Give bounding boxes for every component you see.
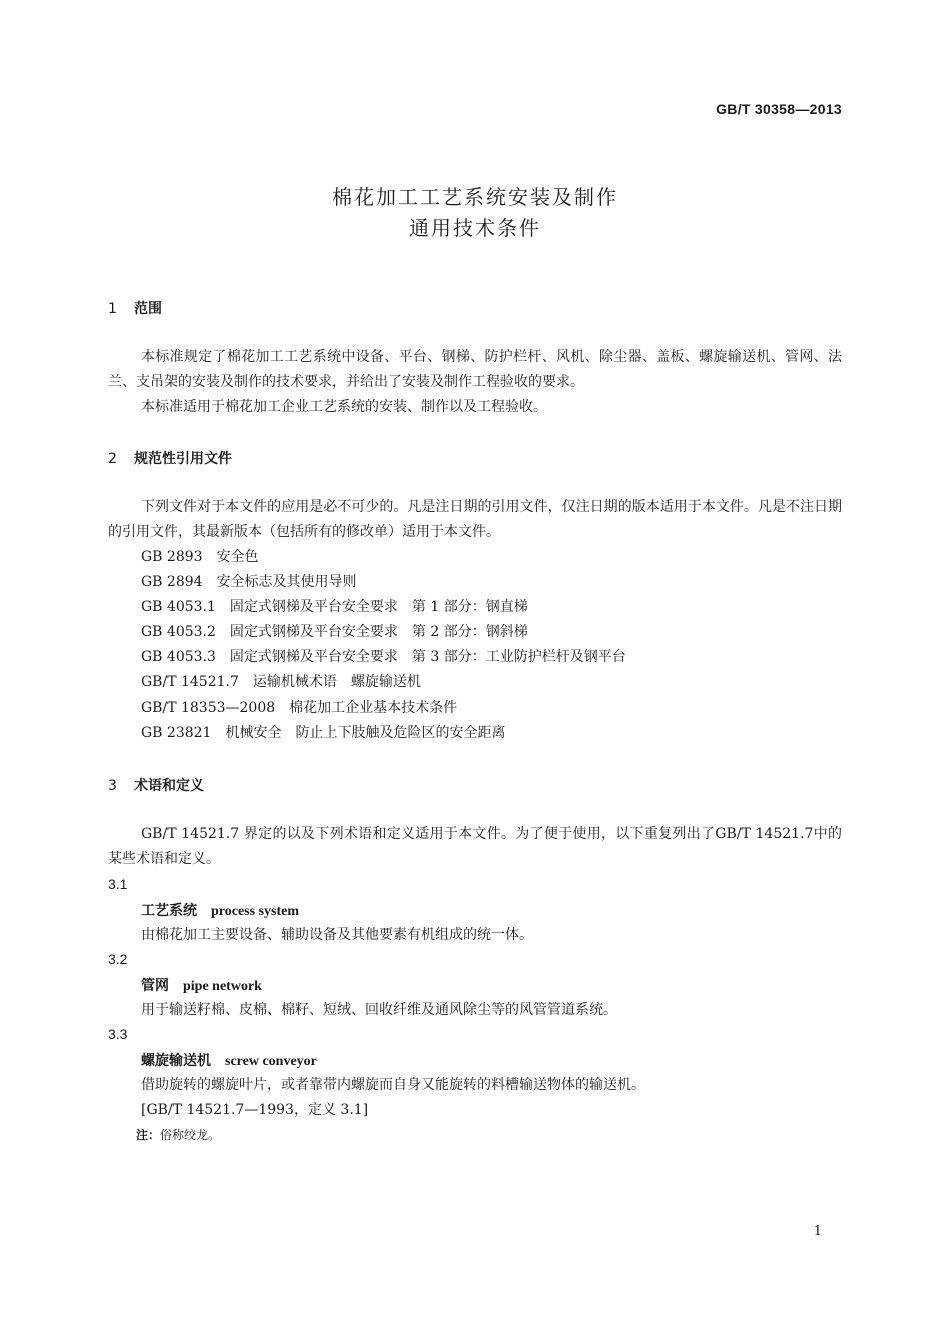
term-name-en: pipe network [183, 979, 262, 994]
section-title: 规范性引用文件 [134, 451, 232, 467]
reference-title: 机械安全 防止上下肢触及危险区的安全距离 [225, 725, 506, 741]
term-number: 3.3 [108, 1026, 128, 1042]
term-number: 3.2 [108, 951, 128, 967]
term-name-en: process system [211, 904, 300, 919]
reference-title: 运输机械术语 螺旋输送机 [252, 674, 421, 690]
term-number: 3.1 [108, 876, 128, 892]
term-name [141, 1050, 317, 1070]
term-definition: 由棉花加工主要设备、辅助设备及其他要素有机组成的统一体。 [141, 927, 533, 943]
reference-title: 固定式钢梯及平台安全要求 第 2 部分：钢斜梯 [229, 624, 528, 640]
reference-title: 固定式钢梯及平台安全要求 第 3 部分：工业防护栏杆及钢平台 [229, 649, 626, 665]
reference-item [141, 671, 421, 691]
term-name [141, 900, 299, 920]
section-3-paragraph-1: GB/T 14521.7 界定的以及下列术语和定义适用于本文件。为了便于使用，以下重复列出了GB/T 14521.7中的某些术语和定义。 [108, 826, 842, 867]
term-name-zh: 螺旋输送机 [141, 1053, 211, 1069]
reference-item [141, 571, 357, 591]
title-line-2: 通用技术条件 [409, 216, 541, 240]
section-title: 范围 [134, 301, 162, 317]
reference-item [141, 621, 528, 641]
reference-item [141, 646, 626, 666]
reference-code: GB 4053.1 [141, 599, 216, 615]
page-number: 1 [813, 1224, 822, 1239]
term-name-zh: 管网 [141, 978, 169, 994]
section-number: 2 [108, 451, 117, 467]
reference-code: GB 2893 [141, 549, 203, 565]
section-1-paragraph-2: 本标准适用于棉花加工企业工艺系统的安装、制作以及工程验收。 [141, 399, 547, 415]
reference-title: 安全色 [216, 549, 259, 565]
note-label: 注： [136, 1128, 161, 1142]
reference-title: 棉花加工企业基本技术条件 [289, 700, 458, 716]
section-3-heading [108, 775, 204, 795]
reference-item [141, 596, 528, 616]
reference-title: 固定式钢梯及平台安全要求 第 1 部分：钢直梯 [229, 599, 528, 615]
title-line-1: 棉花加工工艺系统安装及制作 [332, 185, 618, 209]
term-name-zh: 工艺系统 [141, 903, 197, 919]
term-name-en: screw conveyor [225, 1054, 317, 1069]
reference-code: GB 2894 [141, 574, 203, 590]
note-text: 俗称绞龙。 [160, 1128, 221, 1142]
section-2-heading [108, 448, 232, 468]
reference-code: GB 4053.3 [141, 649, 216, 665]
term-name [141, 975, 262, 995]
reference-item [141, 697, 457, 717]
reference-item [141, 722, 505, 742]
reference-code: GB 4053.2 [141, 624, 216, 640]
term-source: [GB/T 14521.7—1993，定义 3.1] [141, 1102, 369, 1118]
section-2-paragraph-1: 下列文件对于本文件的应用是必不可少的。凡是注日期的引用文件，仅注日期的版本适用于本文件。凡是不注日期的引用文件，其最新版本（包括所有的修改单）适用于本文件。 [108, 499, 842, 540]
section-1-paragraph-1: 本标准规定了棉花加工工艺系统中设备、平台、钢梯、防护栏杆、风机、除尘器、盖板、螺旋输送机、管网、法兰、支吊架的安装及制作的技术要求，并给出了安装及制作工程验收的要求。 [108, 349, 842, 390]
section-number: 1 [108, 301, 117, 317]
section-number: 3 [108, 778, 117, 794]
document-title [0, 182, 950, 244]
reference-title: 安全标志及其使用导则 [216, 574, 357, 590]
reference-code: GB 23821 [141, 725, 212, 741]
term-definition: 用于输送籽棉、皮棉、棉籽、短绒、回收纤维及通风除尘等的风管管道系统。 [141, 1002, 617, 1018]
reference-item [141, 546, 259, 566]
standard-code: GB/T 30358—2013 [716, 101, 842, 117]
term-note [136, 1126, 220, 1143]
section-title: 术语和定义 [134, 778, 204, 794]
term-definition: 借助旋转的螺旋叶片，或者靠带内螺旋而自身又能旋转的料槽输送物体的输送机。 [141, 1077, 645, 1093]
reference-code: GB/T 14521.7 [141, 674, 239, 690]
section-1-heading [108, 298, 162, 318]
reference-code: GB/T 18353—2008 [141, 700, 276, 716]
